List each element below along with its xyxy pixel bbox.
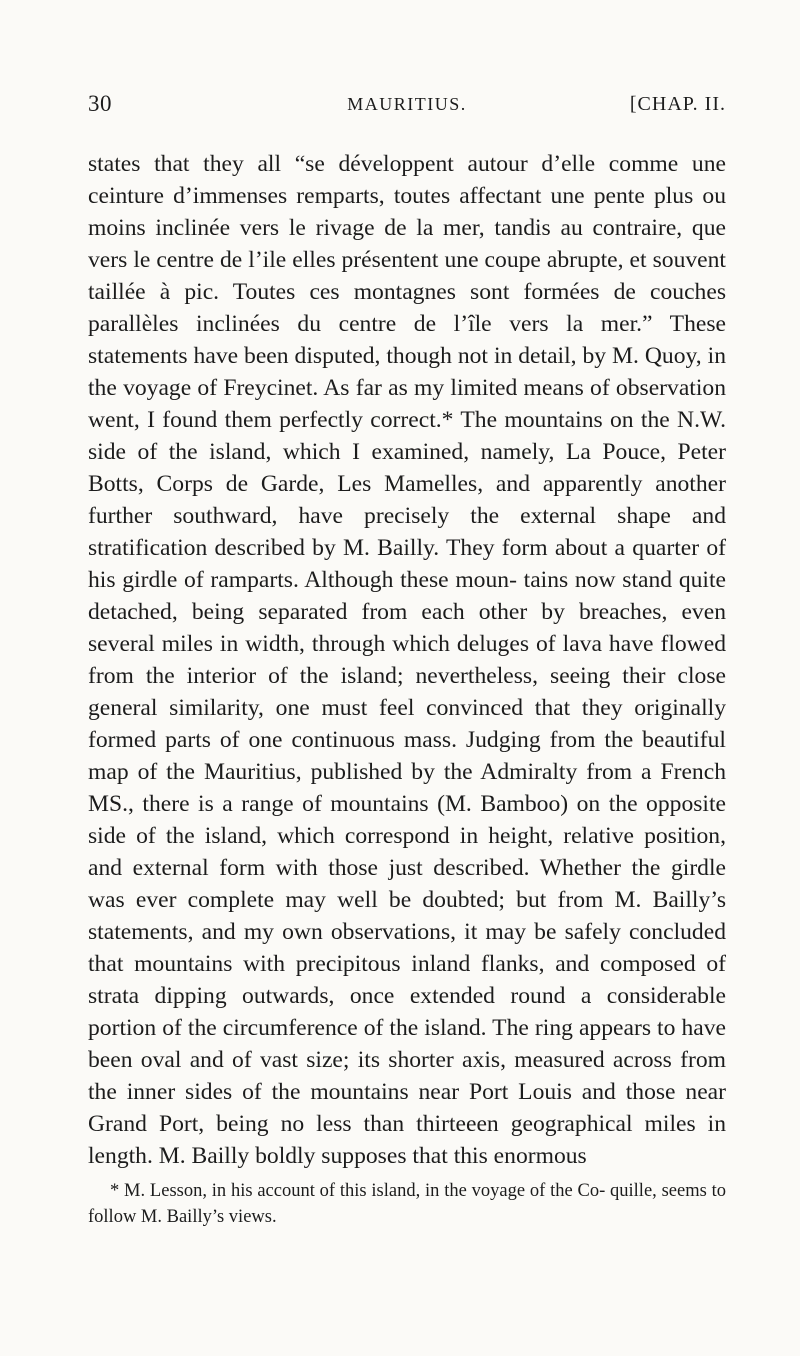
running-title: MAURITIUS. <box>347 94 467 114</box>
body-text <box>88 148 726 1172</box>
footnote <box>88 1178 726 1230</box>
footnote-text: * M. Lesson, in his account of this island, in the voyage of the Co- quille, seems to follow M. Bailly’s views. <box>88 1181 726 1227</box>
body-paragraph: states that they all “se développent autour d’elle comme une ceinture d’immenses remparts, toutes affectant une pente plus ou moins inclinée vers le rivage de la mer, tandis au contraire, que vers le centre de l’ile elles présentent une coupe abrupte, et souvent taillée à pic. Toutes ces montagnes sont formées de couches parallèles inclinées du centre de l’île vers la mer.” These statements have been disputed, though not in detail, by M. Quoy, in the voyage of Freycinet. As far as my limited means of observation went, I found them perfectly correct.* The mountains on the N.W. side of the island, which I examined, namely, La Pouce, Peter Botts, Corps de Garde, Les Mamelles, and apparently another further southward, have precisely the external shape and stratification described by M. Bailly. They form about a quarter of his girdle of ramparts. Although these moun- tains now stand quite detached, being separated from each other by breaches, even several miles in width, through which deluges of lava have flowed from the interior of the island; nevertheless, seeing their close general similarity, one must feel convinced that they originally formed parts of one continuous mass. Judging from the beautiful map of the Mauritius, published by the Admiralty from a French MS., there is a range of mountains (M. Bamboo) on the opposite side of the island, which correspond in height, relative position, and external form with those just described. Whether the girdle was ever complete may well be doubted; but from M. Bailly’s statements, and my own observations, it may be safely concluded that mountains with precipitous inland flanks, and composed of strata dipping outwards, once extended round a considerable portion of the circumference of the island. The ring appears to have been oval and of vast size; its shorter axis, measured across from the inner sides of the mountains near Port Louis and those near Grand Port, being no less than thirteeen geographical miles in length. M. Bailly boldly supposes that this enormous <box>88 151 726 1169</box>
chapter-label: [CHAP. II. <box>629 93 726 115</box>
book-page <box>88 84 726 1230</box>
page-number: 30 <box>88 91 112 116</box>
running-head <box>88 84 726 124</box>
